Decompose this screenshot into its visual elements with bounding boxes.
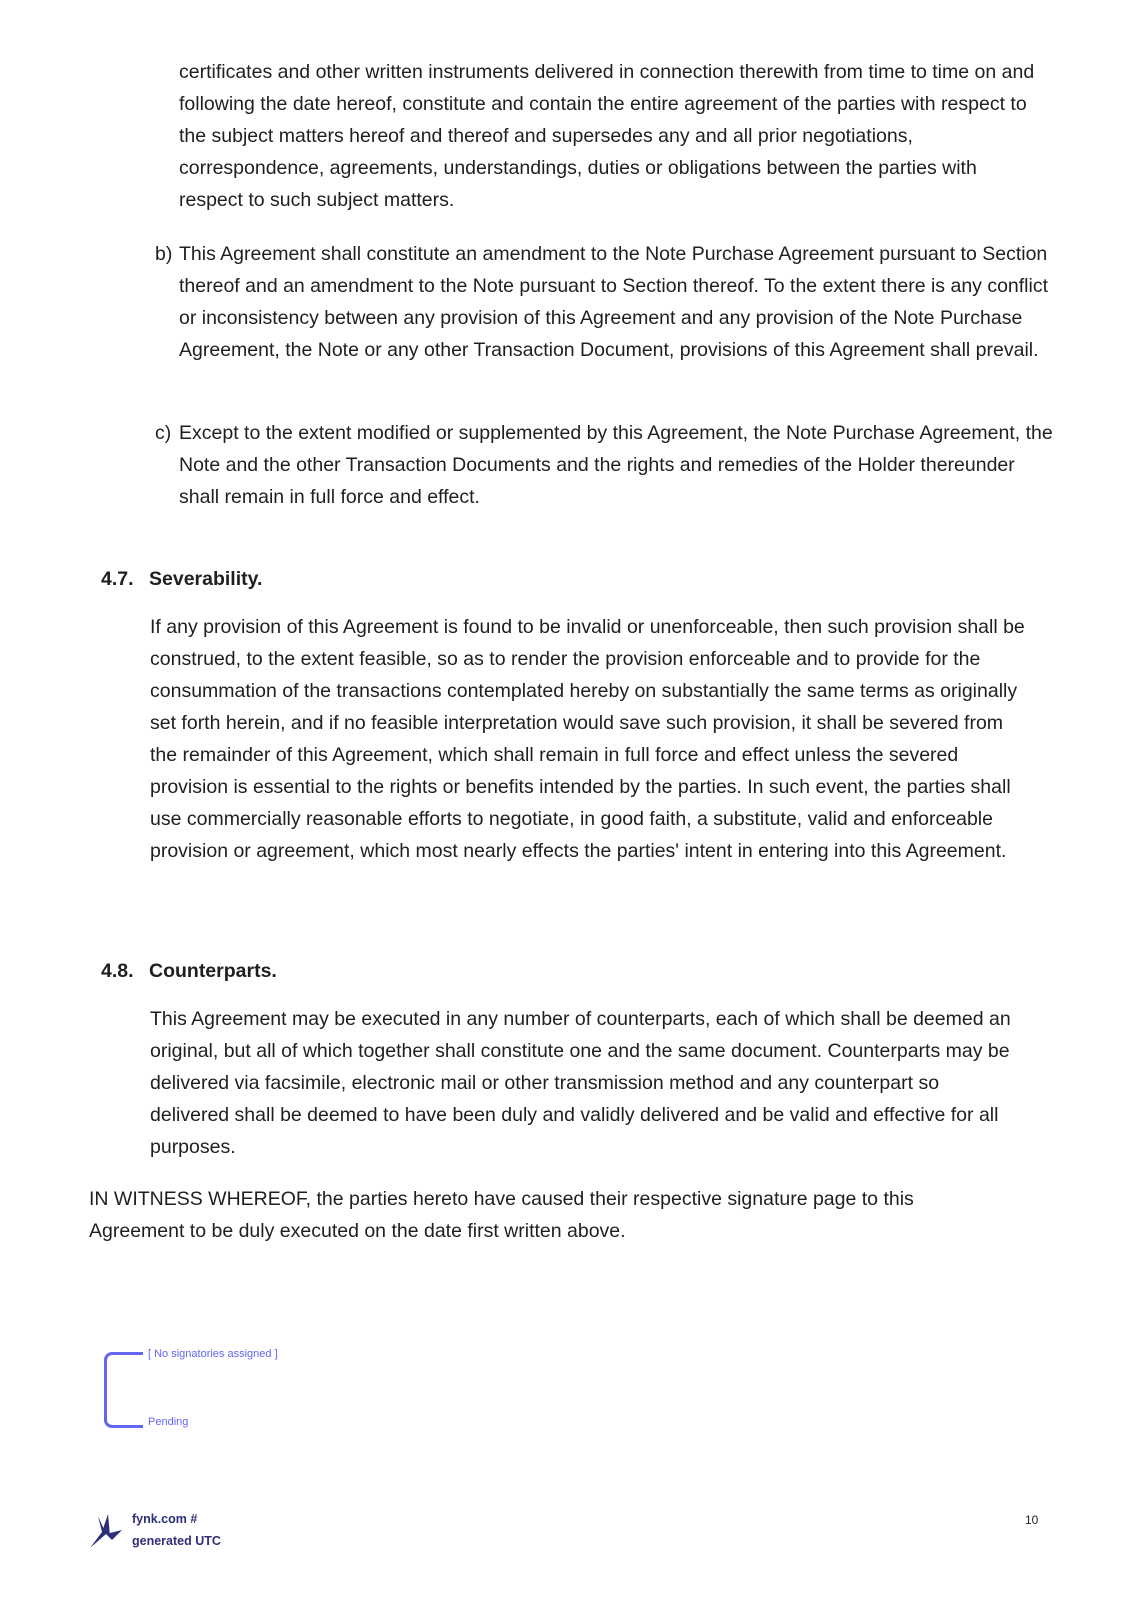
list-item-text: This Agreement shall constitute an amendment to the Note Purchase Agreement pursuant to Section thereof and an amendment to the Note pursuant to Section thereof. To the extent there is any conflict or inconsistency between any provision of this Agreement and any provision of the Note Purchase Agreement, the Note or any other Transaction Document, provisions of this Agreement shall prevail. <box>179 243 1049 361</box>
section-number: 4.8. <box>101 960 134 982</box>
signature-bracket <box>104 1352 143 1428</box>
page-number: 10 <box>1025 1513 1039 1527</box>
section-title: Counterparts. <box>149 960 277 982</box>
continuation-paragraph: certificates and other written instruments delivered in connection therewith from time to time on and following the date hereof, constitute and contain the entire agreement of the parties with respect to the subject matters hereof and thereof and supersedes any and all prior negotiations, correspondence, agreements, understandings, duties or obligations between the parties with respect to such subject matters. <box>179 61 1035 211</box>
section-title: Severability. <box>149 568 263 590</box>
witness-clause: IN WITNESS WHEREOF, the parties hereto have caused their respective signature page to this Agreement to be duly executed on the date first written above. <box>89 1188 914 1242</box>
section-body-severability: If any provision of this Agreement is found to be invalid or unenforceable, then such provision shall be construed, to the extent feasible, so as to render the provision enforceable and to provide for the consummation of the transactions contemplated hereby on substantially the same terms as originally set forth herein, and if no feasible interpretation would save such provision, it shall be severed from the remainder of this Agreement, which shall remain in full force and effect unless the severed provision is essential to the rights or benefits intended by the parties. In such event, the parties shall use commercially reasonable efforts to negotiate, in good faith, a substitute, valid and enforceable provision or agreement, which most nearly effects the parties' intent in entering into this Agreement. <box>150 616 1025 862</box>
footer-generated: generated UTC <box>132 1534 221 1548</box>
section-heading-counterparts <box>101 960 277 983</box>
list-item-text: Except to the extent modified or supplemented by this Agreement, the Note Purchase Agreement, the Note and the other Transaction Documents and the rights and remedies of the Holder thereunder shall remain in full force and effect. <box>179 422 1053 508</box>
list-item-c <box>155 417 1059 513</box>
list-item-b <box>155 238 1059 366</box>
list-marker: b) <box>155 243 173 265</box>
section-number: 4.7. <box>101 568 134 590</box>
signature-status: Pending <box>148 1416 189 1428</box>
signatory-placeholder[interactable]: [ No signatories assigned ] <box>148 1348 278 1360</box>
fynk-logo-icon <box>88 1510 124 1550</box>
footer-brand: fynk.com # <box>132 1512 198 1526</box>
section-body-counterparts: This Agreement may be executed in any number of counterparts, each of which shall be deemed an original, but all of which together shall constitute one and the same document. Counterparts may be delivered via facsimile, electronic mail or other transmission method and any counterpart so delivered shall be deemed to have been duly and validly delivered and be valid and effective for all purposes. <box>150 1008 1011 1158</box>
list-marker: c) <box>155 422 172 444</box>
section-heading-severability <box>101 568 262 591</box>
